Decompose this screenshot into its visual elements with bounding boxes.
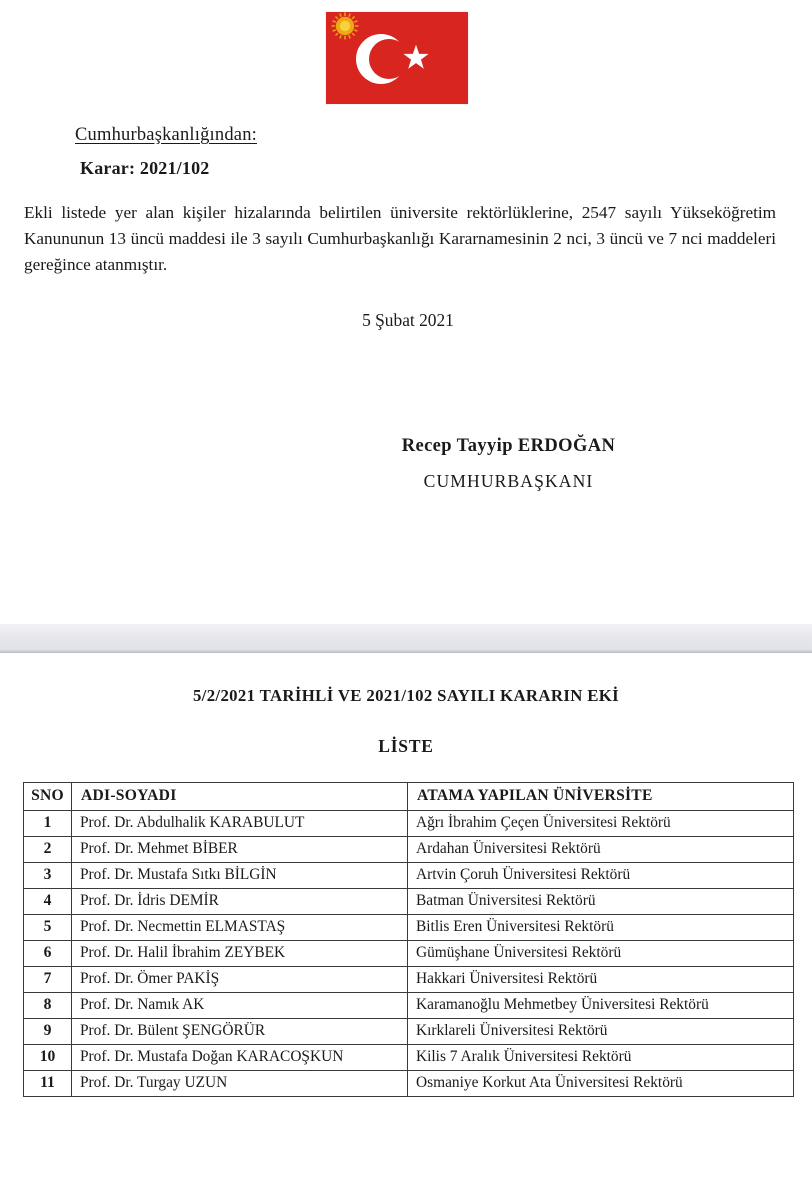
row-name: Prof. Dr. Mehmet BİBER	[72, 837, 408, 863]
row-university: Osmaniye Korkut Ata Üniversitesi Rektörü	[408, 1071, 794, 1097]
flag-graphic	[326, 12, 468, 104]
table-row	[24, 967, 794, 993]
issuer-line: Cumhurbaşkanlığından:	[75, 125, 257, 145]
row-sno: 2	[24, 837, 72, 863]
column-header-sno: SNO	[24, 783, 72, 811]
row-sno: 5	[24, 915, 72, 941]
turkish-flag-emblem	[326, 12, 468, 104]
row-sno: 7	[24, 967, 72, 993]
table-row	[24, 1019, 794, 1045]
row-sno: 11	[24, 1071, 72, 1097]
row-name: Prof. Dr. Halil İbrahim ZEYBEK	[72, 941, 408, 967]
row-sno: 4	[24, 889, 72, 915]
page-separator	[0, 624, 812, 653]
table-header	[24, 783, 794, 811]
turkish-flag-icon	[326, 12, 468, 104]
row-name: Prof. Dr. Bülent ŞENGÖRÜR	[72, 1019, 408, 1045]
row-university: Bitlis Eren Üniversitesi Rektörü	[408, 915, 794, 941]
column-header-name: ADI-SOYADI	[72, 783, 408, 811]
table-body	[24, 811, 794, 1097]
row-university: Karamanoğlu Mehmetbey Üniversitesi Rektörü	[408, 993, 794, 1019]
signatory-title: CUMHURBAŞKANI	[423, 471, 594, 491]
table-row	[24, 889, 794, 915]
table-row	[24, 837, 794, 863]
decree-date-text: 5 Şubat 2021	[362, 310, 454, 330]
column-header-university: ATAMA YAPILAN ÜNİVERSİTE	[408, 783, 794, 811]
annex-heading: 5/2/2021 TARİHLİ VE 2021/102 SAYILI KARARIN EKİ	[192, 686, 620, 705]
table-row	[24, 993, 794, 1019]
row-name: Prof. Dr. Mustafa Doğan KARACOŞKUN	[72, 1045, 408, 1071]
table-row	[24, 941, 794, 967]
appointments-table	[23, 782, 794, 1097]
row-university: Ağrı İbrahim Çeçen Üniversitesi Rektörü	[408, 811, 794, 837]
row-name: Prof. Dr. Necmettin ELMASTAŞ	[72, 915, 408, 941]
table-header-row	[24, 783, 794, 811]
row-sno: 3	[24, 863, 72, 889]
table-row	[24, 1071, 794, 1097]
row-sno: 6	[24, 941, 72, 967]
row-university: Hakkari Üniversitesi Rektörü	[408, 967, 794, 993]
row-sno: 1	[24, 811, 72, 837]
row-name: Prof. Dr. İdris DEMİR	[72, 889, 408, 915]
row-name: Prof. Dr. Abdulhalik KARABULUT	[72, 811, 408, 837]
row-sno: 9	[24, 1019, 72, 1045]
row-university: Gümüşhane Üniversitesi Rektörü	[408, 941, 794, 967]
annex-page	[0, 653, 812, 1200]
row-sno: 10	[24, 1045, 72, 1071]
annex-title: LİSTE	[378, 736, 434, 756]
decree-body-paragraph: Ekli listede yer alan kişiler hizalarında belirtilen üniversite rektörlüklerine, 2547 sayılı Yükseköğretim Kanununun 13 üncü maddesi ile 3 sayılı Cumhurbaşkanlığı Kararnamesinin 2 nci, 3 üncü ve 7 nci maddeleri gereğince atanmıştır.	[24, 203, 776, 274]
signatory-name: Recep Tayyip ERDOĞAN	[401, 436, 616, 456]
row-university: Kırklareli Üniversitesi Rektörü	[408, 1019, 794, 1045]
decision-number: Karar: 2021/102	[80, 158, 210, 178]
table-row	[24, 1045, 794, 1071]
table-row	[24, 863, 794, 889]
table-row	[24, 915, 794, 941]
row-university: Kilis 7 Aralık Üniversitesi Rektörü	[408, 1045, 794, 1071]
row-name: Prof. Dr. Mustafa Sıtkı BİLGİN	[72, 863, 408, 889]
row-name: Prof. Dr. Namık AK	[72, 993, 408, 1019]
row-university: Ardahan Üniversitesi Rektörü	[408, 837, 794, 863]
row-name: Prof. Dr. Ömer PAKİŞ	[72, 967, 408, 993]
row-name: Prof. Dr. Turgay UZUN	[72, 1071, 408, 1097]
table-row	[24, 811, 794, 837]
decree-date	[0, 310, 812, 331]
row-university: Batman Üniversitesi Rektörü	[408, 889, 794, 915]
row-university: Artvin Çoruh Üniversitesi Rektörü	[408, 863, 794, 889]
row-sno: 8	[24, 993, 72, 1019]
